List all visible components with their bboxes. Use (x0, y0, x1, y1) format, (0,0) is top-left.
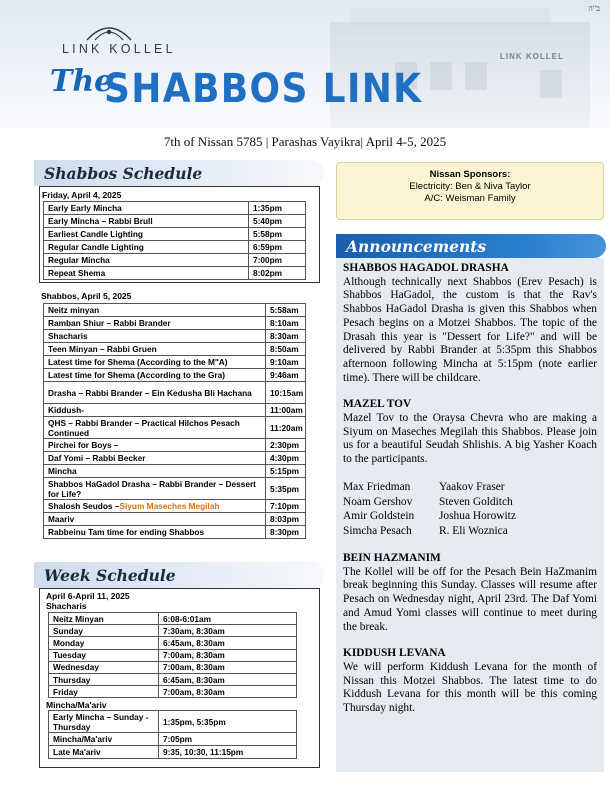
participant-name: Noam Gershov (343, 495, 413, 508)
schedule-event (44, 500, 266, 513)
schedule-time: 7:00am, 8:30am (159, 686, 297, 698)
schedule-time: 8:30am (266, 330, 306, 343)
schedule-time: 1:35pm (249, 202, 306, 215)
schedule-time: 6:59pm (249, 241, 306, 254)
title-prefix: The (50, 64, 114, 99)
schedule-row (44, 513, 306, 526)
schedule-time: 9:46am (266, 369, 306, 382)
event-label: Kiddush- (48, 405, 84, 415)
kiddush-levana-text: We will perform Kiddush Levana for the month of Nissan this Motzei Shabbos. The latest time to do Kiddush Levana for this month will be this coming Thursday night. (343, 660, 597, 715)
sponsors-box (336, 162, 604, 220)
drasha-text: Although technically next Shabbos (Erev Pesach) is Shabbos HaGadol, the custom is that the Rav's Shabbos HaGadol Drasha is given this Shabbos when Pesach begins on a Motzei Shabbos. The topic of the Drasah this year is "Dessert for Life?" and will be delivered by Rabbi Brander at 5:35pm this Shabbos afternoon following Mincha at 5:15pm (note earlier time). There will be childcare. (343, 275, 597, 384)
mincha-table (48, 710, 297, 759)
schedule-row (44, 228, 306, 241)
schedule-time: 8:30pm (266, 526, 306, 539)
schedule-event (49, 673, 159, 685)
friday-schedule-table (43, 201, 306, 280)
schedule-event (44, 254, 249, 267)
sponsor-line: Electricity: Ben & Niva Taylor (409, 181, 531, 192)
bein-hazmanim-title: BEIN HAZMANIM (343, 552, 441, 565)
event-label: Pirchei for Boys – (48, 440, 119, 450)
schedule-time: 11:00am (266, 404, 306, 417)
schedule-row (44, 369, 306, 382)
event-label: QHS – Rabbi Brander – Practical Hilchos Pesach Continued (48, 417, 240, 438)
schedule-row (44, 500, 306, 513)
event-label: Shalosh Seudos – (48, 501, 120, 511)
announcements-box (336, 258, 604, 772)
shabbos-schedule-heading (34, 160, 324, 186)
shabbos-rows (44, 304, 306, 539)
participant-name: Max Friedman (343, 480, 411, 493)
schedule-event (49, 613, 159, 625)
schedule-event (44, 526, 266, 539)
event-label: Regular Candle Lighting (48, 242, 144, 252)
schedule-event (49, 686, 159, 698)
schedule-time: 6:45am, 8:30am (159, 637, 297, 649)
schedule-time: 7:00am, 8:30am (159, 661, 297, 673)
schedule-time: 5:35pm (266, 478, 306, 500)
schedule-event (44, 382, 266, 404)
schedule-time: 9:10am (266, 356, 306, 369)
schedule-row (44, 254, 306, 267)
schedule-event (44, 330, 266, 343)
schedule-event (49, 733, 159, 746)
schedule-time: 2:30pm (266, 439, 306, 452)
newsletter-title: SHABBOS LINK (104, 66, 423, 112)
drasha-title: SHABBOS HAGADOL DRASHA (343, 262, 509, 274)
bein-hazmanim-text: The Kollel will be off for the Pesach Bein HaZmanim break beginning this Sunday. Classes will resume after Pesach on Wednesday night, April 23rd. The Daf Yomi and Amud Yomi classes will continue to meet during the break. (343, 565, 597, 633)
mazel-tov-title: MAZEL TOV (343, 398, 412, 411)
event-label: Friday (53, 686, 78, 697)
schedule-row (49, 673, 297, 685)
schedule-time: 9:35, 10:30, 11:15pm (159, 746, 297, 759)
participant-name: Amir Goldstein (343, 510, 415, 523)
schedule-row (44, 202, 306, 215)
schedule-event (49, 711, 159, 733)
schedule-event (44, 202, 249, 215)
event-label: Shabbos HaGadol Drasha – Rabbi Brander – Dessert for Life? (48, 478, 256, 499)
issue-dateline: 7th of Nissan 5785 | Parashas Vayikra| April 4-5, 2025 (163, 134, 447, 149)
event-label: Early Early Mincha (48, 203, 122, 213)
schedule-row (44, 526, 306, 539)
schedule-row (44, 317, 306, 330)
event-label: Drasha – Rabbi Brander – Ein Kedusha Bli Hachana (48, 387, 252, 398)
participant-name: R. Eli Woznica (439, 525, 508, 538)
schedule-event (49, 746, 159, 759)
mincha-label: Mincha/Ma'ariv (46, 700, 107, 710)
event-label: Mincha/Ma'ariv (53, 734, 113, 744)
week-schedule-title: Week Schedule (44, 565, 176, 585)
schedule-row (44, 404, 306, 417)
building-window (430, 62, 452, 90)
event-label: Daf Yomi – Rabbi Becker (48, 453, 146, 463)
friday-rows (44, 202, 306, 280)
schedule-time: 6:08-6:01am (159, 613, 297, 625)
schedule-row (44, 343, 306, 356)
schedule-time: 11:20am (266, 417, 306, 439)
schedule-event (44, 267, 249, 280)
announcements-title: Announcements (346, 236, 487, 256)
schedule-time: 8:10am (266, 317, 306, 330)
schedule-time: 7:05pm (159, 733, 297, 746)
event-label: Tuesday (53, 650, 87, 661)
sponsor-line: A/C: Weisman Family (424, 193, 516, 204)
bh-mark: ב"ה (588, 4, 600, 13)
event-label: Latest time for Shema (According to the Gra) (48, 370, 226, 380)
mazel-tov-text: Mazel Tov to the Oraysa Chevra who are making a Siyum on Maseches Megilah this Shabbos. Please join us for a beautiful Seudah Shlishis. A big Yasher Koach to the participants. (343, 412, 597, 466)
schedule-event (49, 649, 159, 661)
friday-label: Friday, April 4, 2025 (42, 190, 122, 200)
schedule-row (44, 417, 306, 439)
shacharis-table (48, 612, 297, 698)
schedule-event (44, 215, 249, 228)
event-label: Wednesday (53, 662, 99, 673)
schedule-event (44, 417, 266, 439)
schedule-event (44, 478, 266, 500)
schedule-event (44, 465, 266, 478)
schedule-row (49, 637, 297, 649)
event-highlight: Siyum Maseches Megilah (119, 501, 220, 511)
schedule-event (44, 317, 266, 330)
schedule-event (44, 369, 266, 382)
mincha-rows (49, 711, 297, 759)
event-label: Earliest Candle Lighting (48, 229, 143, 239)
event-label: Repeat Shema (48, 268, 106, 278)
shacharis-rows (49, 613, 297, 698)
schedule-row (44, 304, 306, 317)
shacharis-label: Shacharis (46, 601, 87, 611)
event-label: Neitz Minyan (53, 613, 104, 624)
schedule-event (44, 343, 266, 356)
event-label: Thursday (53, 674, 91, 685)
schedule-time: 7:00am, 8:30am (159, 649, 297, 661)
schedule-row (44, 330, 306, 343)
shabbos-schedule-title: Shabbos Schedule (44, 163, 203, 183)
schedule-event (44, 513, 266, 526)
schedule-event (44, 404, 266, 417)
schedule-row (44, 382, 306, 404)
schedule-row (49, 661, 297, 673)
event-label: Latest time for Shema (According to the M"A) (48, 357, 228, 367)
schedule-row (44, 356, 306, 369)
schedule-row (49, 746, 297, 759)
schedule-event (49, 637, 159, 649)
participant-name: Joshua Horowitz (439, 510, 516, 523)
week-schedule-heading (34, 562, 324, 588)
event-label: Shacharis (48, 331, 88, 341)
event-label: Maariv (48, 514, 75, 524)
schedule-event (44, 439, 266, 452)
shabbos-label: Shabbos, April 5, 2025 (41, 291, 132, 301)
announcements-heading (336, 234, 606, 258)
schedule-event (44, 304, 266, 317)
schedule-row (44, 452, 306, 465)
schedule-time: 5:15pm (266, 465, 306, 478)
schedule-event (44, 228, 249, 241)
schedule-row (44, 465, 306, 478)
schedule-event (44, 241, 249, 254)
event-label: Mincha (48, 466, 77, 476)
event-label: Neitz minyan (48, 305, 100, 315)
event-label: Late Ma'ariv (53, 747, 101, 757)
event-label: Rabbeinu Tam time for ending Shabbos (48, 527, 205, 537)
event-label: Teen Minyan – Rabbi Gruen (48, 344, 157, 354)
schedule-time: 8:02pm (249, 267, 306, 280)
schedule-time: 8:03pm (266, 513, 306, 526)
event-label: Monday (53, 637, 85, 648)
schedule-row (44, 478, 306, 500)
building-window (540, 70, 562, 98)
event-label: Early Mincha – Sunday - Thursday (53, 711, 149, 732)
sponsors-title: Nissan Sponsors: (429, 169, 511, 180)
schedule-time: 7:10pm (266, 500, 306, 513)
schedule-row (44, 241, 306, 254)
schedule-event (44, 356, 266, 369)
event-label: Ramban Shiur – Rabbi Brander (48, 318, 171, 328)
participant-name: Simcha Pesach (343, 525, 412, 538)
building-sign: LINK KOLLEL (500, 52, 564, 61)
schedule-row (44, 215, 306, 228)
participant-names (343, 480, 597, 539)
schedule-row (44, 267, 306, 280)
schedule-row (49, 649, 297, 661)
participant-name: Steven Golditch (439, 495, 513, 508)
event-label: Regular Mincha (48, 255, 110, 265)
kollel-logo-text: LINK KOLLEL (62, 42, 176, 56)
schedule-row (49, 733, 297, 746)
schedule-event (44, 452, 266, 465)
week-range-label: April 6-April 11, 2025 (46, 591, 130, 601)
schedule-row (49, 625, 297, 637)
kollel-logo-icon (84, 18, 134, 44)
schedule-time: 6:45am, 8:30am (159, 673, 297, 685)
schedule-time: 5:58am (266, 304, 306, 317)
schedule-row (49, 613, 297, 625)
building-window (465, 62, 487, 90)
schedule-row (49, 711, 297, 733)
schedule-time: 7:30am, 8:30am (159, 625, 297, 637)
shabbos-schedule-table (43, 303, 306, 539)
schedule-row (49, 686, 297, 698)
masthead (0, 0, 610, 128)
schedule-time: 4:30pm (266, 452, 306, 465)
schedule-time: 5:40pm (249, 215, 306, 228)
schedule-time: 5:58pm (249, 228, 306, 241)
schedule-time: 7:00pm (249, 254, 306, 267)
schedule-time: 1:35pm, 5:35pm (159, 711, 297, 733)
kiddush-levana-title: KIDDUSH LEVANA (343, 647, 446, 660)
event-label: Early Mincha – Rabbi Brull (48, 216, 153, 226)
schedule-time: 8:50am (266, 343, 306, 356)
schedule-row (44, 439, 306, 452)
schedule-event (49, 625, 159, 637)
schedule-event (49, 661, 159, 673)
participant-name: Yaakov Fraser (439, 480, 505, 493)
schedule-time: 10:15am (266, 382, 306, 404)
event-label: Sunday (53, 625, 83, 636)
